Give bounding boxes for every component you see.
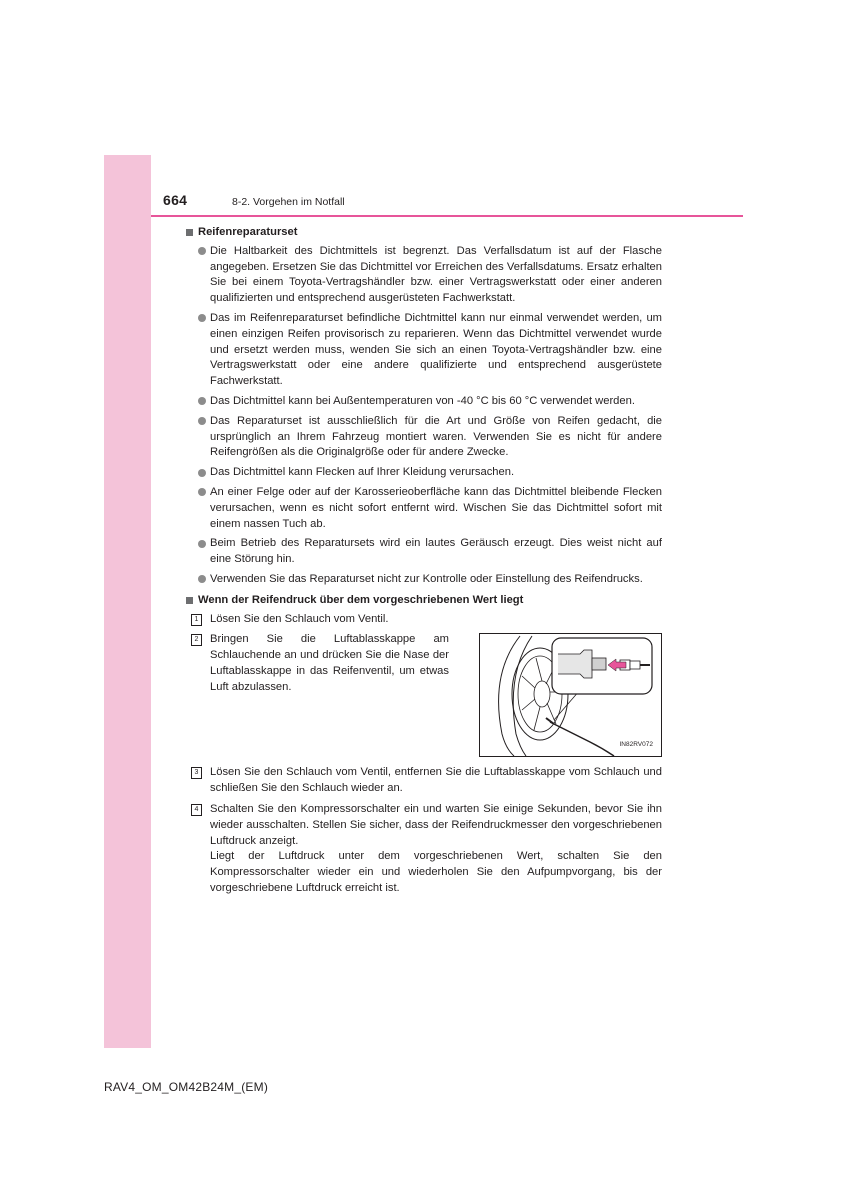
list-item: Die Haltbarkeit des Dichtmittels ist begrenzt. Das Verfallsdatum ist auf der Flasche angegeben. Ersetzen Sie das Dichtmittel vor Erreichen des Verfallsdatums. Ersatz erhalten Sie bei einem Toyota-Vertragshändler bzw. einer Vertragswerkstatt oder einer anderen qualifizierten und entsprechend ausgerüsteten Fachwerkstatt. (186, 244, 662, 307)
circle-bullet-icon (198, 540, 206, 548)
step-4 (186, 802, 662, 897)
square-bullet-icon (186, 597, 193, 604)
list-item: Das im Reifenreparaturset befindliche Dichtmittel kann nur einmal verwendet werden, um einen einzigen Reifen provisorisch zu reparieren. Wenn das Dichtmittel verwendet wurde und ersetzt werden muss, wenden Sie sich an einen Toyota-Vertragshändler bzw. eine Vertragswerkstatt oder eine andere qualifizierte und entsprechend ausgerüstete Fachwerkstatt. (186, 311, 662, 390)
document-code: RAV4_OM_OM42B24M_(EM) (104, 1080, 269, 1094)
circle-bullet-icon (198, 469, 206, 477)
list-item: Verwenden Sie das Reparaturset nicht zur Kontrolle oder Einstellung des Reifendrucks. (186, 572, 662, 588)
chapter-side-tab (104, 155, 151, 1048)
list-item: Das Reparaturset ist ausschließlich für die Art und Größe von Reifen gedacht, die ursprünglich an Ihrem Fahrzeug montiert waren. Verwenden Sie es nicht für andere Reifengrößen als die Originalgröße oder für andere Zwecke. (186, 414, 662, 461)
header-rule (151, 215, 743, 217)
list-item: Das Dichtmittel kann bei Außentemperaturen von -40 °C bis 60 °C verwendet werden. (186, 394, 662, 410)
circle-bullet-icon (198, 247, 206, 255)
step-number-box: 3 (191, 767, 202, 779)
circle-bullet-icon (198, 575, 206, 583)
section-title: Wenn der Reifendruck über dem vorgeschriebenen Wert liegt (198, 593, 524, 606)
list-item: Das Dichtmittel kann Flecken auf Ihrer Kleidung verursachen. (186, 465, 662, 481)
step-2 (186, 632, 449, 752)
step-number-box: 1 (191, 614, 202, 626)
list-item: Beim Betrieb des Reparatursets wird ein lautes Geräusch erzeugt. Dies weist nicht auf eine Störung hin. (186, 536, 662, 568)
section-heading-reifenreparaturset (186, 225, 662, 241)
circle-bullet-icon (198, 314, 206, 322)
figure-id-label: IN82RV072 (619, 740, 653, 748)
section-title: Reifenreparaturset (198, 226, 298, 238)
step-text: Bringen Sie die Luftablasskappe am Schlauchende an und drücken Sie die Nase der Luftablasskappe in das Reifenventil, um etwas Luft abzulassen. (210, 633, 449, 693)
circle-bullet-icon (198, 488, 206, 496)
step-text: Schalten Sie den Kompressorschalter ein und warten Sie einige Sekunden, bevor Sie ihn wieder ausschalten. Stellen Sie sicher, dass der Reifendruckmesser den vorgeschriebenen Luftdruck anzeigt. (210, 802, 662, 847)
step-text: Lösen Sie den Schlauch vom Ventil. (210, 612, 389, 625)
chapter-title: 8-2. Vorgehen im Notfall (232, 196, 345, 208)
section-heading-reifendruck (186, 593, 662, 609)
page-content (186, 225, 662, 902)
square-bullet-icon (186, 229, 193, 236)
circle-bullet-icon (198, 417, 206, 425)
step-number-box: 4 (191, 804, 202, 816)
list-item: An einer Felge oder auf der Karosserieoberfläche kann das Dichtmittel bleibende Flecken verursachen, wenn es nicht sofort entfernt wird. Wischen Sie das Dichtmittel sofort mit einem nassen Tuch ab. (186, 485, 662, 532)
step-text-continued: Liegt der Luftdruck unter dem vorgeschriebenen Wert, schalten Sie den Kompressorschalter wieder ein und wiederholen Sie den Aufpumpvorgang, bis der vorgeschriebene Luftdruck erreicht ist. (210, 850, 662, 894)
step-number-box: 2 (191, 634, 202, 646)
step-text: Lösen Sie den Schlauch vom Ventil, entfernen Sie die Luftablasskappe vom Schlauch und schließen Sie den Schlauch wieder an. (210, 766, 662, 795)
page-number: 664 (163, 192, 188, 208)
step-1 (186, 612, 662, 628)
step-3 (186, 765, 662, 797)
bullet-list (186, 244, 662, 588)
step-2-with-figure (186, 632, 662, 757)
valve-cap-illustration (479, 633, 662, 757)
circle-bullet-icon (198, 397, 206, 405)
